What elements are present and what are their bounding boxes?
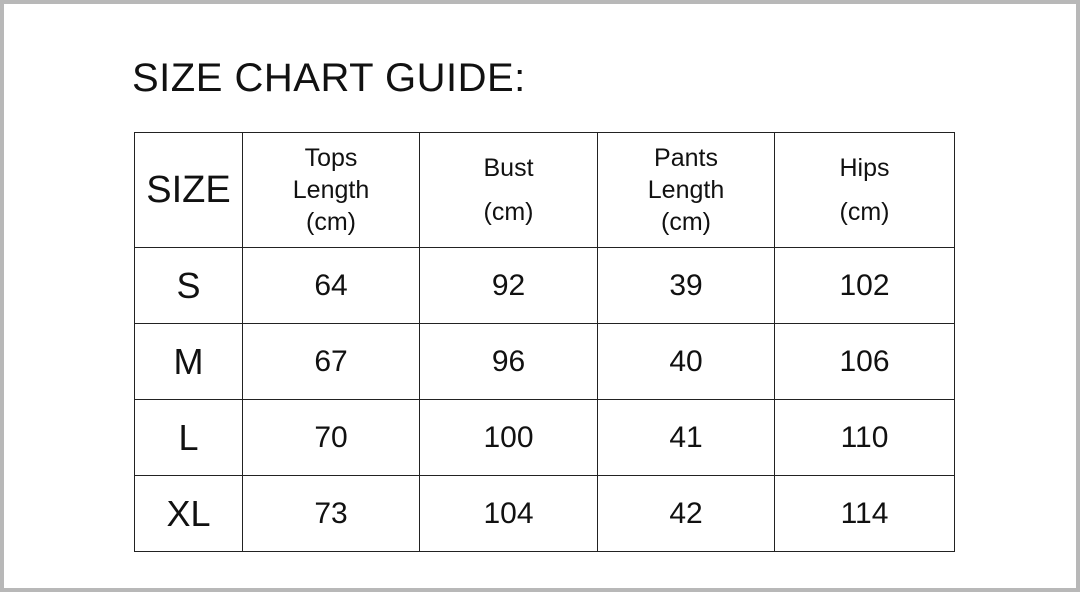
- size-label: M: [135, 324, 243, 400]
- header-spacer: [775, 184, 954, 196]
- column-header-tops-length: [243, 133, 420, 248]
- header-line: (cm): [306, 208, 356, 236]
- header-line: Hips: [839, 154, 890, 182]
- size-chart-table: [134, 132, 955, 552]
- tops-length-value: 67: [243, 324, 420, 400]
- pants-length-value: 42: [598, 476, 775, 552]
- header-line: Length: [292, 176, 370, 204]
- hips-value: 114: [775, 476, 955, 552]
- size-label: S: [135, 248, 243, 324]
- header-line: Length: [647, 176, 725, 204]
- column-header-bust: [420, 133, 598, 248]
- bust-value: 104: [420, 476, 598, 552]
- pants-length-value: 41: [598, 400, 775, 476]
- hips-value: 106: [775, 324, 955, 400]
- tops-length-value: 64: [243, 248, 420, 324]
- size-label: XL: [135, 476, 243, 552]
- column-header-pants-length: [598, 133, 775, 248]
- size-column-header: SIZE: [135, 133, 243, 248]
- column-header-hips: [775, 133, 955, 248]
- header-line: Tops: [304, 144, 358, 172]
- tops-length-value: 73: [243, 476, 420, 552]
- size-label: L: [135, 400, 243, 476]
- hips-value: 110: [775, 400, 955, 476]
- bust-value: 100: [420, 400, 598, 476]
- header-line: (cm): [839, 198, 890, 226]
- header-line: Bust: [483, 154, 534, 182]
- header-spacer: [420, 184, 597, 196]
- tops-length-value: 70: [243, 400, 420, 476]
- table-row: [135, 476, 955, 552]
- table-row: [135, 400, 955, 476]
- page-title: SIZE CHART GUIDE:: [132, 56, 526, 100]
- bust-value: 92: [420, 248, 598, 324]
- pants-length-value: 40: [598, 324, 775, 400]
- hips-value: 102: [775, 248, 955, 324]
- pants-length-value: 39: [598, 248, 775, 324]
- table-row: [135, 248, 955, 324]
- table-header-row: [135, 133, 955, 248]
- header-line: (cm): [661, 208, 711, 236]
- bust-value: 96: [420, 324, 598, 400]
- header-line: (cm): [483, 198, 534, 226]
- header-line: Pants: [654, 144, 718, 172]
- table-row: [135, 324, 955, 400]
